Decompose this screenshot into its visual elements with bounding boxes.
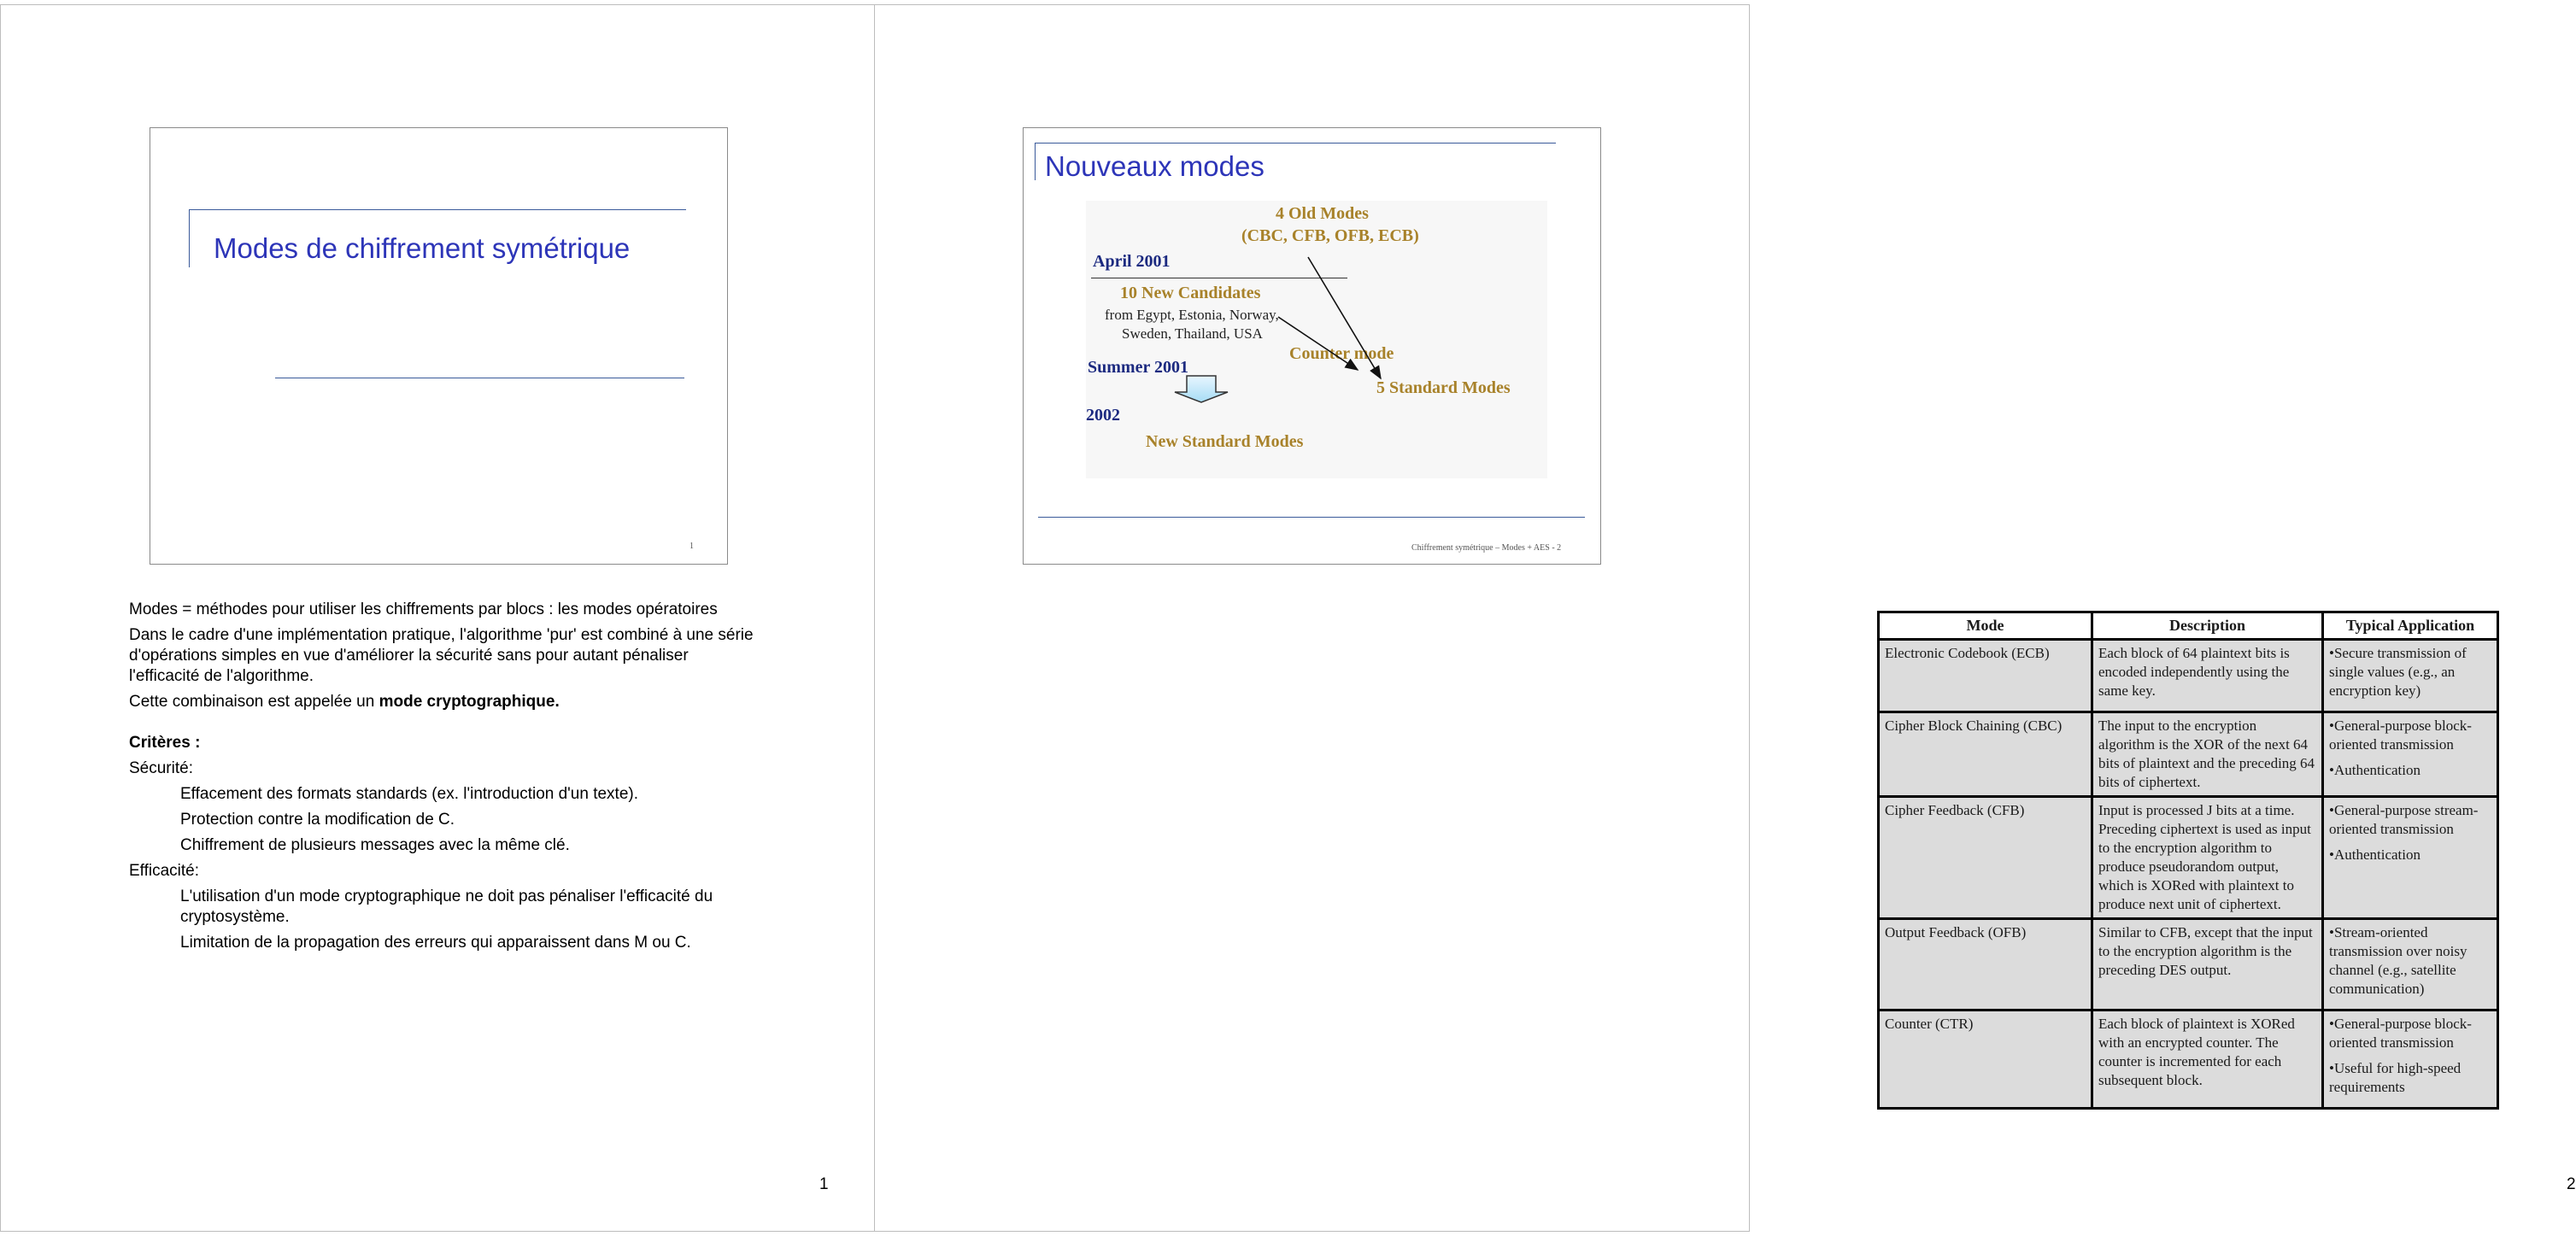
column-header-application: Typical Application <box>2323 612 2498 640</box>
security-item: Effacement des formats standards (ex. l'introduction d'un texte). <box>180 785 639 803</box>
candidates-label: 10 New Candidates <box>1120 284 1261 302</box>
title-rule-left <box>189 209 190 267</box>
security-item: Protection contre la modification de C. <box>180 811 455 829</box>
table-row <box>1879 1010 2498 1109</box>
application-item: •Useful for high-speed requirements <box>2329 1060 2462 1095</box>
efficiency-label: Efficacité: <box>129 862 200 880</box>
mode-cell: Output Feedback (OFB) <box>1879 919 2092 1010</box>
table-header-row <box>1879 612 2498 640</box>
page-number: 2 <box>2567 1175 2576 1193</box>
counter-mode-label: Counter mode <box>1289 344 1394 363</box>
application-cell <box>2323 919 2498 1010</box>
column-header-mode: Mode <box>1879 612 2092 640</box>
table-row <box>1879 640 2498 712</box>
mode-cell: Electronic Codebook (ECB) <box>1879 640 2092 712</box>
title-rule-top <box>1035 143 1556 144</box>
security-label: Sécurité: <box>129 759 193 777</box>
description-cell: Each block of plaintext is XORed with an encrypted counter. The counter is incremented for each subsequent block. <box>2092 1010 2323 1109</box>
handout-page-2 <box>874 4 2576 1232</box>
description-cell: Input is processed J bits at a time. Preceding ciphertext is used as input to the encryption algorithm to produce pseudorandom output, which is XORed with plaintext to produce next unit of ciphertext. <box>2092 797 2323 919</box>
criteria-heading: Critères : <box>129 734 201 752</box>
old-modes-arrow <box>1308 257 1381 378</box>
new-standard-modes-label: New Standard Modes <box>1146 432 1304 451</box>
summer-2001-label: Summer 2001 <box>1088 358 1188 377</box>
mode-cell: Counter (CTR) <box>1879 1010 2092 1109</box>
notes-paragraph <box>129 692 761 712</box>
security-item: Chiffrement de plusieurs messages avec la même clé. <box>180 836 570 854</box>
slide-title: Modes de chiffrement symétrique <box>214 232 631 264</box>
notes-text: Cette combinaison est appelée un <box>129 693 379 711</box>
description-cell: Similar to CFB, except that the input to the encryption algorithm is the preceding DES output. <box>2092 919 2323 1010</box>
notes-paragraph: Dans le cadre d'une implémentation pratique, l'algorithme 'pur' est combiné à une série d'opérations simples en vue d'améliorer la sécurité sans pour autant pénaliser l'efficacité de l'algorithme. <box>129 626 754 685</box>
table-row <box>1879 797 2498 919</box>
notes-paragraph: Modes = méthodes pour utiliser les chiffrements par blocs : les modes opératoires <box>129 600 718 618</box>
modes-timeline-diagram <box>1086 201 1547 478</box>
title-rule-left <box>1035 143 1036 180</box>
speaker-notes <box>129 600 761 958</box>
handout-page-1 <box>0 4 875 1232</box>
table-row <box>1879 919 2498 1010</box>
title-rule-top <box>189 209 686 210</box>
year-2002-label: 2002 <box>1086 406 1120 425</box>
application-cell <box>2323 712 2498 797</box>
countries-line-2: Sweden, Thailand, USA <box>1122 325 1263 342</box>
slide-thumbnail-2 <box>1023 127 1601 565</box>
notes-bold-text: mode cryptographique. <box>378 693 560 711</box>
application-item: •Authentication <box>2329 762 2421 778</box>
description-cell: Each block of 64 plaintext bits is encoded independently using the same key. <box>2092 640 2323 712</box>
description-cell: The input to the encryption algorithm is the XOR of the next 64 bits of plaintext and the preceding 64 bits of ciphertext. <box>2092 712 2323 797</box>
application-item: •Stream-oriented transmission over noisy channel (e.g., satellite communication) <box>2329 924 2467 997</box>
efficiency-item: L'utilisation d'un mode cryptographique ne doit pas pénaliser l'efficacité du cryptosystème. <box>180 887 713 926</box>
application-cell <box>2323 797 2498 919</box>
application-item: •Secure transmission of single values (e.g., an encryption key) <box>2329 645 2467 699</box>
old-modes-label: 4 Old Modes <box>1276 204 1369 223</box>
modes-table <box>1877 611 2499 1110</box>
mode-cell: Cipher Feedback (CFB) <box>1879 797 2092 919</box>
april-2001-label: April 2001 <box>1093 252 1171 271</box>
application-item: •General-purpose stream-oriented transmission <box>2329 802 2479 837</box>
application-item: •Authentication <box>2329 846 2421 863</box>
column-header-description: Description <box>2092 612 2323 640</box>
mode-cell: Cipher Block Chaining (CBC) <box>1879 712 2092 797</box>
old-modes-list: (CBC, CFB, OFB, ECB) <box>1241 226 1419 245</box>
application-cell <box>2323 1010 2498 1109</box>
standard-modes-label: 5 Standard Modes <box>1376 378 1511 397</box>
slide-title: Nouveaux modes <box>1045 150 1265 182</box>
application-cell <box>2323 640 2498 712</box>
diagram-arrows <box>1086 201 1547 478</box>
footer-rule <box>1038 517 1585 518</box>
countries-line-1: from Egypt, Estonia, Norway, <box>1105 307 1279 323</box>
page-number: 1 <box>819 1175 829 1193</box>
application-item: •General-purpose block-oriented transmission <box>2329 718 2472 753</box>
down-arrow-icon <box>1175 376 1228 402</box>
counter-mode-arrow <box>1278 317 1358 370</box>
efficiency-item: Limitation de la propagation des erreurs qui apparaissent dans M ou C. <box>180 934 691 952</box>
slide-number: 1 <box>689 542 694 551</box>
slide-thumbnail-1 <box>150 127 728 565</box>
table-row <box>1879 712 2498 797</box>
application-item: •General-purpose block-oriented transmission <box>2329 1016 2472 1051</box>
slide-footer: Chiffrement symétrique – Modes + AES - 2 <box>1411 543 1562 553</box>
